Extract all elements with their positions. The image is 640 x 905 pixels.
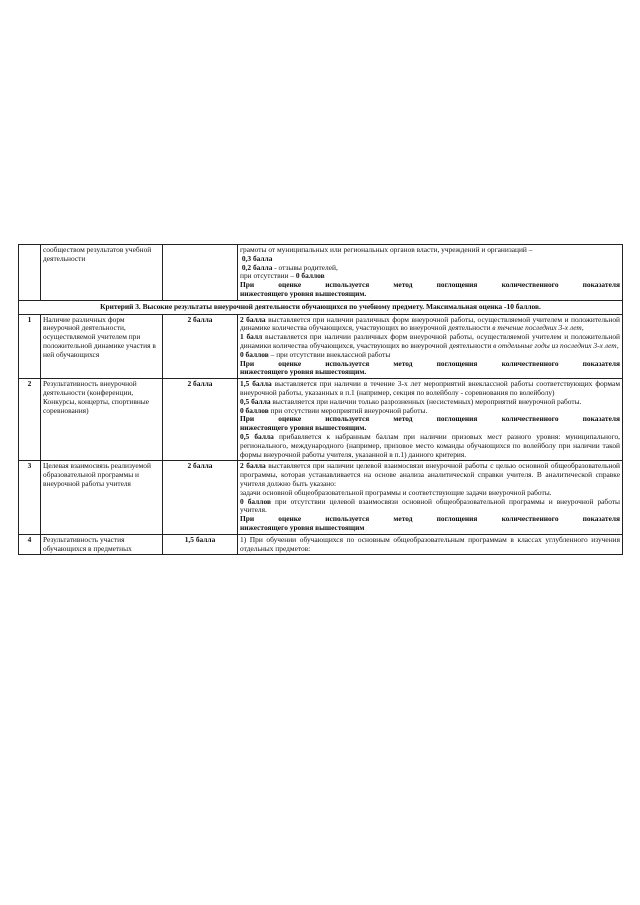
indicator-name: Результативность внеурочной деятельности (конференции, Конкурсы, концерты, спортивные соревнования) — [41, 379, 163, 461]
max-points: 1,5 балла — [163, 534, 238, 555]
description-text: выставляется при наличии только разрозненных (несистемных) мероприятий внеурочной работы. — [270, 396, 582, 406]
description-text: прибавляется к набранным баллам при наличии призовых мест разного уровня: муниципального, регионального, международного (например, призовое место команды обучающихся по волейболу при наличии такой формы внеурочной работы учителя, указанной в п.1) данного критерия. — [240, 431, 620, 459]
indicator-name: Наличие различных форм внеурочной деятельности, осуществляемой учителем при положительной динамике участия в ней обучающихся — [41, 314, 163, 379]
method-note: нижестоящего уровня вышестоящим. — [240, 367, 367, 377]
description-text: при отсутствии целевой взаимосвязи основной общеобразовательной программы и внеурочной работы учителя. — [240, 496, 620, 515]
description-text: в отдельные годы из последних 3-х лет, — [493, 340, 619, 350]
points-text: 0,2 балла — [241, 262, 273, 272]
description-text: – при отсутствии внеклассной работы — [268, 349, 391, 359]
method-note: нижестоящего уровня вышестоящим. — [240, 423, 367, 433]
points-text: 0,5 балла — [240, 431, 274, 441]
indicator-name: Целевая взаимосвязь реализуемой образовательной программы и внеурочной работы учителя — [41, 461, 163, 534]
points-text: 2 балла — [240, 461, 266, 471]
method-note: При оценке используется метод поглощения количественного показателя — [240, 514, 620, 524]
row-number: 2 — [19, 379, 41, 461]
description-cell — [238, 461, 623, 534]
indicator-name: сообществом результатов учебной деятельности — [41, 245, 163, 301]
points-cell — [163, 245, 238, 301]
max-points: 2 балла — [163, 379, 238, 461]
row-number: 4 — [19, 534, 41, 555]
description-text: при отсутствии – — [240, 271, 296, 281]
row-number — [19, 245, 41, 301]
points-text: 0 баллов — [240, 496, 271, 506]
points-text: 0 баллов — [240, 405, 269, 415]
description-text: в течение последних 3-х лет, — [492, 323, 584, 333]
description-text: 1) При обучении обучающихся по основным общеобразовательным программам в классах углубленного изучения отдельных предметов: — [240, 534, 620, 553]
points-text: 0 баллов — [295, 271, 325, 281]
points-text: 0,3 балла — [241, 253, 273, 263]
table-row — [19, 534, 623, 555]
table-row — [19, 379, 623, 461]
description-text: выставляется при наличии различных форм внеурочной работы, осуществляемой учителем и положительной динамике количества обучающихся, участвующих во внеурочной деятельности — [240, 314, 620, 333]
description-text: - отзывы родителей, — [272, 262, 338, 272]
points-text: 0 баллов — [240, 349, 269, 359]
points-text: 2 балла — [240, 314, 266, 324]
row-number: 1 — [19, 314, 41, 379]
points-text: 0,5 балла — [240, 396, 271, 406]
criteria-table — [18, 244, 623, 555]
description-text: при отсутствии мероприятий внеурочной работы. — [268, 405, 428, 415]
description-cell — [238, 379, 623, 461]
method-note: нижестоящего уровня вышестоящим — [240, 522, 365, 532]
method-note: При оценке используется метод поглощения количественного показателя — [240, 280, 620, 290]
method-note: нижестоящего уровня вышестоящим. — [240, 288, 367, 298]
description-cell — [238, 314, 623, 379]
table-row — [19, 314, 623, 379]
max-points: 2 балла — [163, 314, 238, 379]
table-row — [19, 245, 623, 301]
description-text: выставляется при наличии различных форм внеурочной работы, осуществляемой учителем и положительной динамики количества обучающихся, участвующих во внеурочной деятельности — [240, 332, 620, 350]
description-cell — [238, 534, 623, 555]
max-points: 2 балла — [163, 461, 238, 534]
method-note: При оценке используется метод поглощения количественного показателя — [240, 358, 620, 368]
criterion-title: Критерий 3. Высокие результаты внеурочной деятельности обучающихся по учебному предмету. Максимальная оценка -10 баллов. — [19, 300, 623, 314]
row-number: 3 — [19, 461, 41, 534]
document-page — [18, 244, 622, 555]
table-row — [19, 461, 623, 534]
description-cell — [238, 245, 623, 301]
points-text: 1 балл — [240, 332, 263, 342]
points-text: 1,5 балла — [240, 379, 272, 389]
description-text: выставляется при наличии целевой взаимосвязи внеурочной работы с целью основной общеобразовательной программы, которая устанавливается на основе анализа аналитической справки учителя. В аналитической справке учителя должно быть указано: — [240, 461, 620, 488]
description-text: выставляется при наличии в течение 3-х лет мероприятий внеклассной работы соответствующих формам внеурочной работы, указанных в п.1 (например, секция по волейболу - соревнования по волейболу) — [240, 379, 621, 397]
description-text: задачи основной общеобразовательной программы и соответствующие задачи внеурочной работы. — [240, 487, 552, 497]
description-text: грамоты от муниципальных или региональных органов власти, учреждений и организаций – — [240, 245, 533, 254]
criterion-header-row — [19, 300, 623, 314]
method-note: При оценке используется метод поглощения количественного показателя — [240, 414, 620, 424]
indicator-name: Результативность участия обучающихся в предметных — [41, 534, 163, 555]
